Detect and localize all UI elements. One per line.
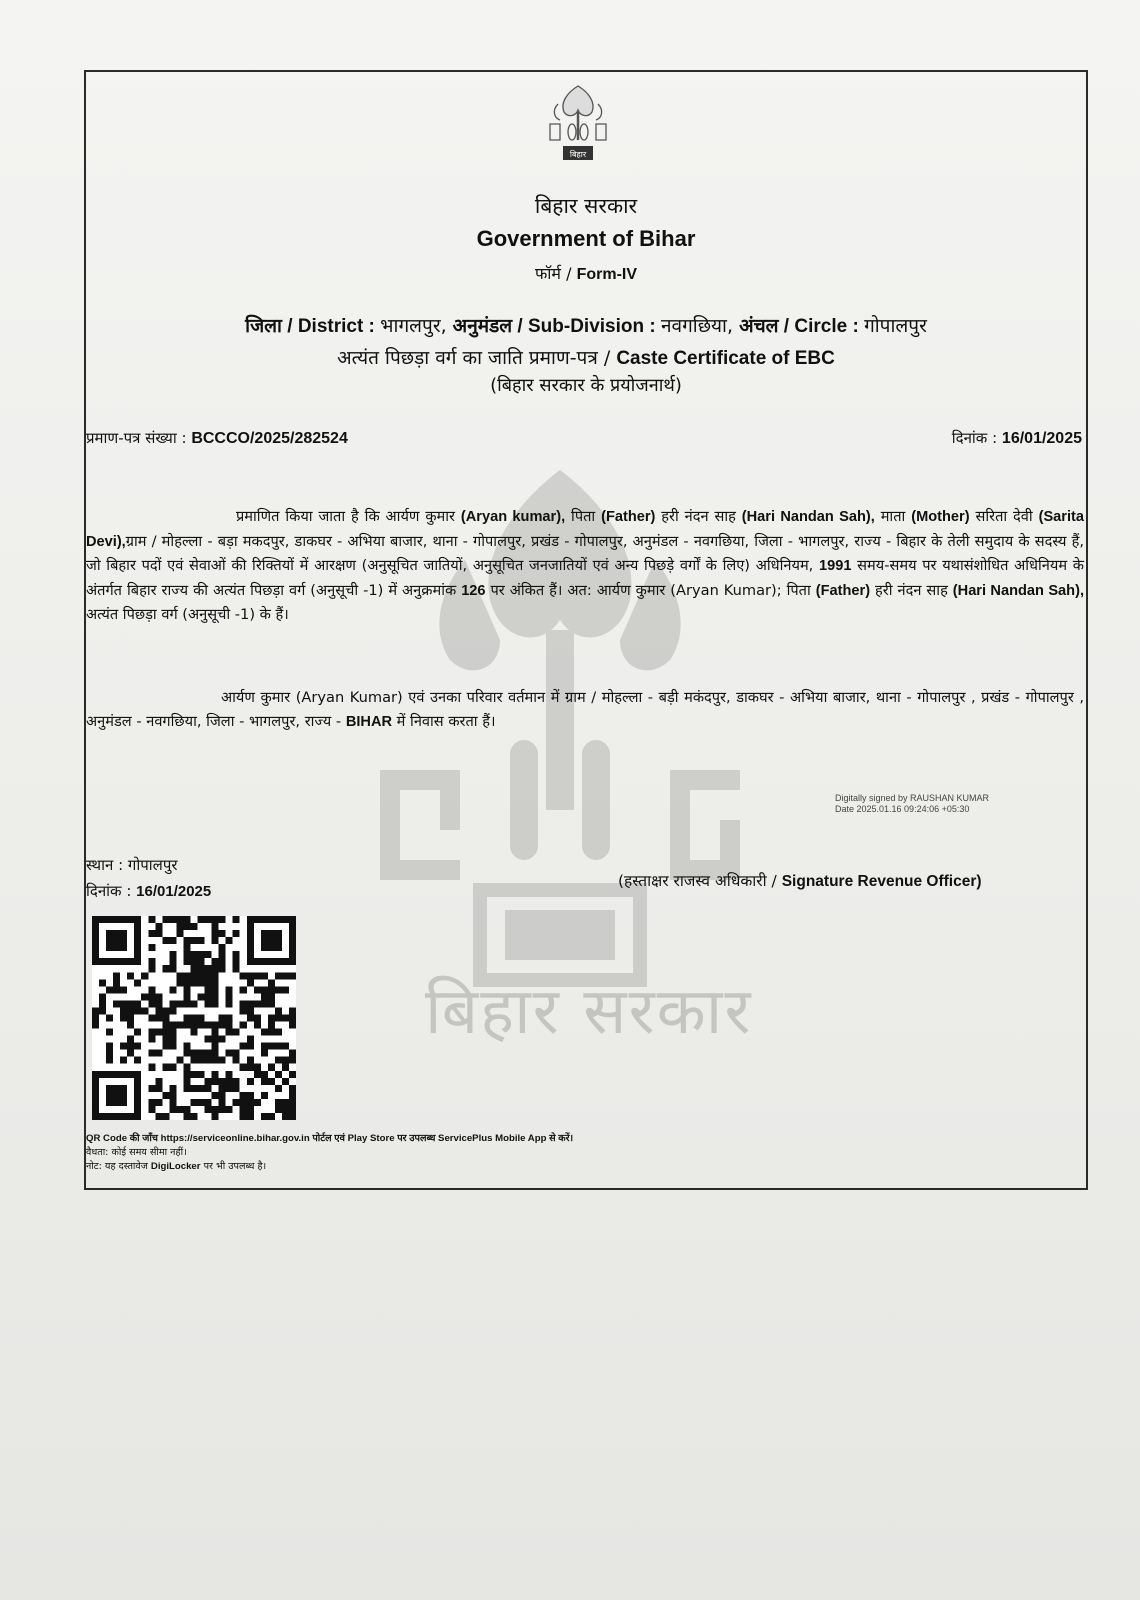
p1-text: हरी नंदन साह — [870, 581, 953, 599]
watermark-text: बिहार सरकार — [425, 975, 753, 1049]
father-name: (Hari Nandan Sah), — [952, 582, 1085, 599]
digital-signature-date: Date 2025.01.16 09:24:06 +05:30 — [835, 804, 970, 814]
certificate-title — [84, 344, 1088, 370]
mother-name: (Sarita Devi), — [86, 509, 1084, 550]
verification-url[interactable]: https://serviceonline.bihar.gov.in — [160, 1133, 310, 1144]
p1-text: हरी नंदन साह — [655, 508, 742, 525]
state-name-english: Government of Bihar — [476, 226, 696, 251]
footer-date-value: 16/01/2025 — [136, 883, 212, 900]
act-year: 1991 — [819, 558, 852, 574]
father-label: (Father) — [815, 582, 871, 599]
state-name: BIHAR — [345, 713, 393, 730]
digilocker-note — [86, 1160, 573, 1174]
signature-label-hindi: (हस्ताक्षर राजस्व अधिकारी / — [618, 872, 782, 890]
note-text: Play Store — [347, 1133, 395, 1144]
father-name: (Hari Nandan Sah), — [741, 509, 875, 525]
p1-text: पिता — [565, 508, 602, 525]
subdivision-label: अनुमंडल / Sub-Division : — [452, 316, 661, 337]
p1-text: प्रमाणित किया जाता है कि आर्यण कुमार — [236, 508, 461, 525]
father-label: (Father) — [601, 509, 656, 525]
validity-note: वैधता: कोई समय सीमा नहीं। — [86, 1147, 187, 1158]
p1-text: ग्राम / मोहल्ला - बड़ा मकदपुर, डाकघर - अभिया बाजार, थाना - गोपालपुर, प्रखंड - गोपालपुर, अनुमंडल - नवगछिया, जिला - भागलपुर, राज्य - बिहार के तेली समुदाय के सदस्य हैं, जो बिहार पदों एवं सेवाओं की रिक्तियों में आरक्षण (अनुसूचित जातियों, अनुसूचित जनजातियों एवं अन्य पिछड़े वर्गों के लिए) अधिनियम, — [86, 532, 1084, 574]
certificate-date-value: 16/01/2025 — [1001, 430, 1082, 447]
certificate-title-hindi: अत्यंत पिछड़ा वर्ग का जाति प्रमाण-पत्र / — [337, 347, 617, 369]
certificate-meta-row — [86, 428, 1082, 448]
p2-text: आर्यण कुमार (Aryan Kumar) एवं उनका परिवार वर्तमान में ग्राम / मोहल्ला - बड़ी मकंदपुर, डाकघर - अभिया बाजार, थाना - गोपालपुर , प्रखंड - गोपालपुर , अनुमंडल - नवगछिया, जिला - भागलपुर, राज्य - — [86, 689, 1084, 730]
circle-value: गोपालपुर — [864, 315, 927, 337]
residence-paragraph — [86, 686, 1084, 734]
p1-text: सरिता देवी — [969, 508, 1039, 525]
qr-verification-note — [86, 1132, 573, 1146]
note-text: पोर्टल एवं — [309, 1133, 348, 1144]
place-value: गोपालपुर — [127, 856, 178, 874]
certificate-date — [952, 428, 1082, 448]
mother-label: (Mother) — [911, 509, 970, 525]
subdivision-value: नवगछिया, — [660, 315, 740, 337]
note-text: पर भी उपलब्ध है। — [200, 1161, 267, 1172]
place-line — [86, 855, 177, 875]
digital-signature-signer: Digitally signed by RAUSHAN KUMAR — [835, 793, 990, 803]
p1-text: अत्यंत पिछड़ा वर्ग (अनुसूची -1) के हैं। — [86, 606, 289, 623]
p1-text: माता — [874, 508, 912, 525]
certificate-number-value: BCCCO/2025/282524 — [191, 430, 348, 447]
p2-text: में निवास करता हैं। — [392, 712, 496, 730]
serial-number: 126 — [461, 582, 486, 599]
location-line — [84, 312, 1088, 338]
district-label: जिला / District : — [245, 316, 381, 337]
footer-date-line — [86, 881, 211, 901]
note-text: DigiLocker — [150, 1161, 201, 1172]
certificate-purpose: (बिहार सरकार के प्रयोजनार्थ) — [490, 375, 682, 396]
p1-text: पर अंकित हैं। अत: आर्यण कुमार (Aryan Kumar); पिता — [485, 581, 816, 599]
note-text: ServicePlus Mobile App — [438, 1133, 547, 1144]
emblem-label: बिहार — [569, 150, 587, 159]
qr-code[interactable] — [92, 916, 296, 1120]
certificate-number — [86, 428, 348, 448]
certificate-number-label: प्रमाण-पत्र संख्या : — [86, 429, 192, 447]
p1-text: समय-समय पर यथासंशोधित अधिनियम के अंतर्गत बिहार राज्य की अत्यंत पिछड़ा वर्ग (अनुसूची -1) में अनुक्रमांक — [86, 557, 1084, 599]
digital-signature-block — [835, 793, 989, 815]
state-name-hindi: बिहार सरकार — [534, 194, 638, 218]
bihar-emblem-icon — [546, 82, 610, 164]
applicant-name: (Aryan kumar), — [460, 509, 566, 525]
note-text: पर उपलब्ध — [394, 1133, 439, 1144]
note-text: नोट: यह दस्तावेज — [86, 1161, 151, 1172]
certificate-title-english: Caste Certificate of EBC — [616, 348, 835, 369]
place-label: स्थान : — [86, 856, 128, 874]
district-value: भागलपुर, — [380, 315, 453, 337]
signature-label — [618, 869, 982, 891]
note-text: से करें। — [546, 1133, 574, 1144]
circle-label: अंचल / Circle : — [739, 316, 865, 337]
form-label-hindi: फॉर्म / — [534, 264, 577, 283]
footer-date-label: दिनांक : — [86, 882, 137, 900]
footer-notes — [86, 1132, 573, 1174]
form-number — [84, 262, 1088, 284]
certification-paragraph — [86, 505, 1084, 627]
certificate-date-label: दिनांक : — [951, 429, 1002, 447]
form-label-english: Form-IV — [576, 266, 638, 283]
note-text: QR Code की जाँच — [86, 1133, 161, 1144]
signature-label-english: Signature Revenue Officer) — [781, 873, 982, 890]
